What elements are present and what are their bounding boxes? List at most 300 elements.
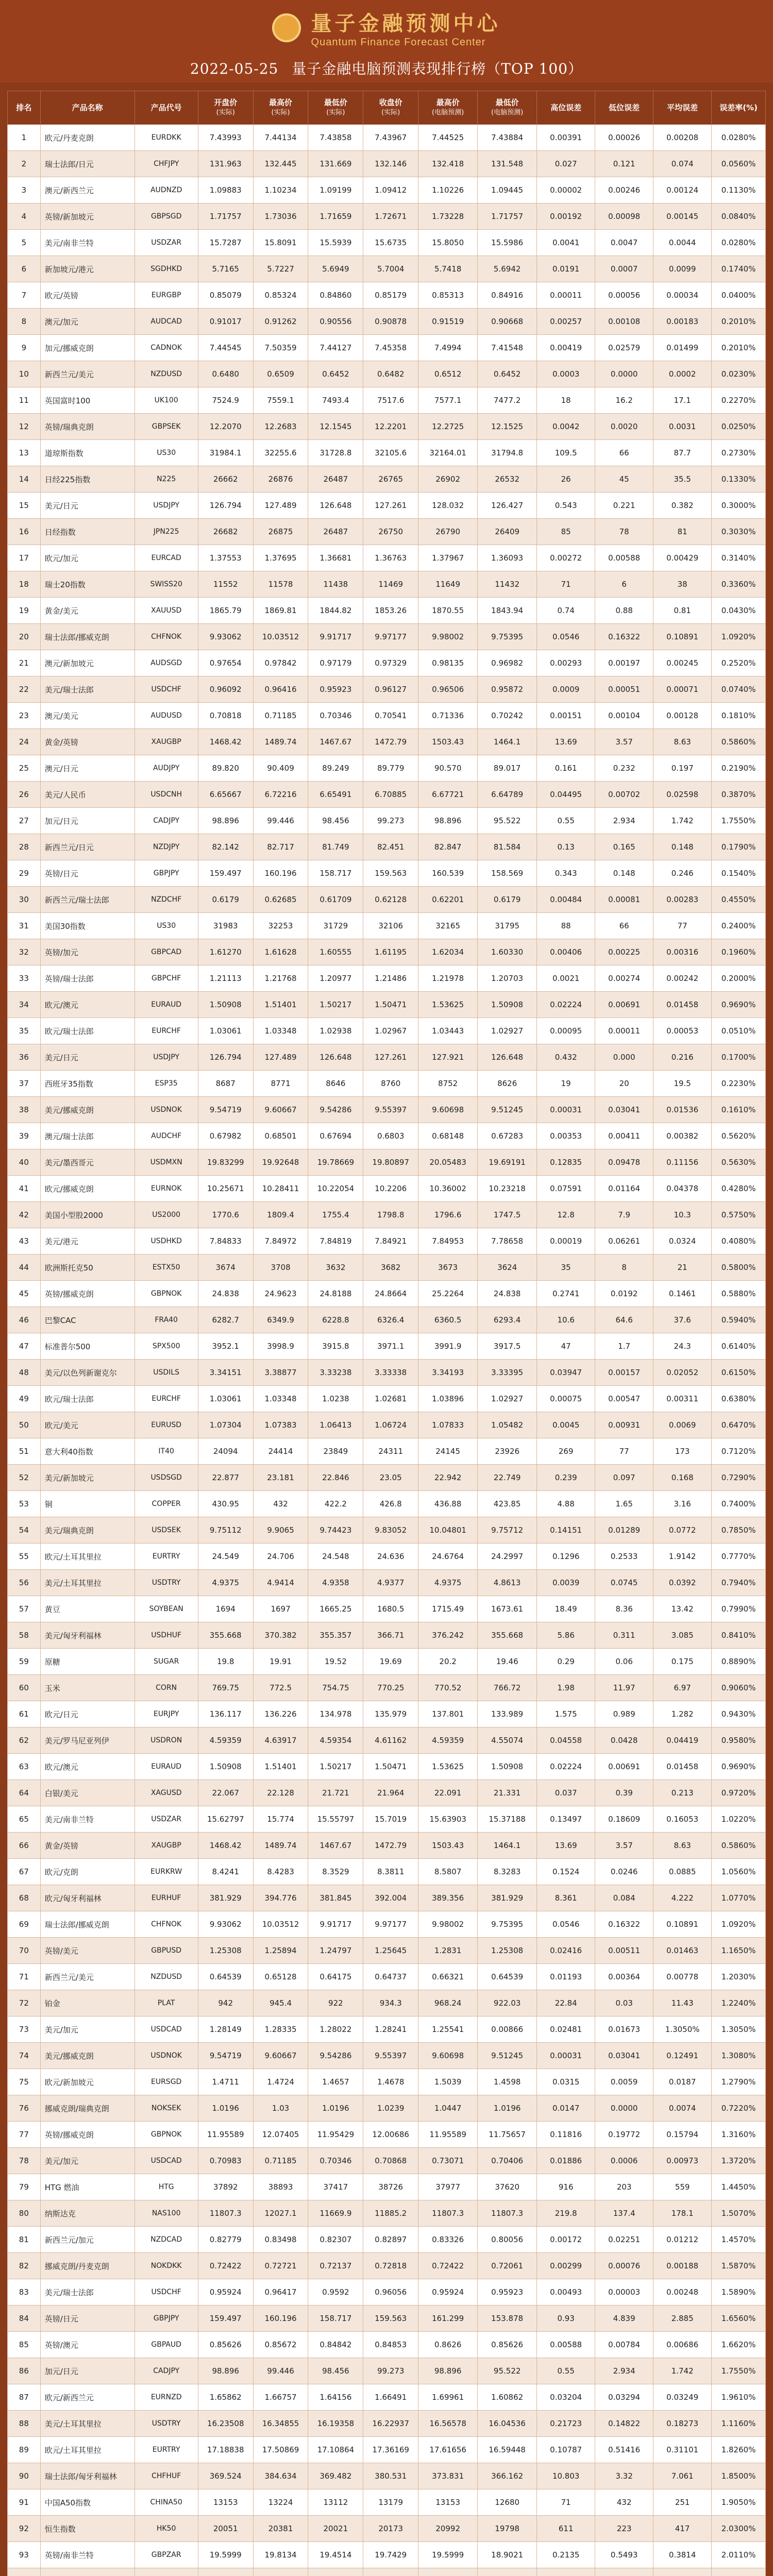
close-price-cell: 23.05 xyxy=(363,1465,418,1491)
predicted-low-cell: 0.95872 xyxy=(478,676,537,703)
product-code-cell: US2000 xyxy=(135,1202,198,1228)
open-price-cell: 15.62797 xyxy=(198,1806,253,1833)
open-price-cell: 11552 xyxy=(198,571,253,598)
low-price-cell: 23849 xyxy=(308,1438,363,1465)
high-price-cell: 7.50359 xyxy=(253,335,308,361)
predicted-low-cell: 3624 xyxy=(478,1255,537,1281)
product-code-cell: USDCHF xyxy=(135,2279,198,2306)
predicted-low-cell: 366.162 xyxy=(478,2463,537,2489)
predicted-high-cell: 32164.01 xyxy=(418,440,478,466)
product-code-cell: NZDJPY xyxy=(135,834,198,860)
close-price-cell: 0.70541 xyxy=(363,703,418,729)
product-name-cell: 英镑/瑞士法郎 xyxy=(40,965,135,992)
high-price-cell: 1.37695 xyxy=(253,545,308,571)
product-name-cell xyxy=(40,2568,135,2576)
low-price-cell: 3915.8 xyxy=(308,1333,363,1360)
low-error-cell: 0.00931 xyxy=(595,1412,653,1438)
predicted-low-cell: 1.20703 xyxy=(478,965,537,992)
error-rate-cell: 0.1700% xyxy=(712,1044,766,1071)
high-price-cell: 1.07383 xyxy=(253,1412,308,1438)
low-price-cell: 0.84842 xyxy=(308,2332,363,2358)
high-error-cell: 0.13 xyxy=(537,834,595,860)
low-error-cell: 0.00011 xyxy=(595,1018,653,1044)
avg-error-cell xyxy=(653,2568,712,2576)
predicted-low-cell: 11.75657 xyxy=(478,2122,537,2148)
product-code-cell: SUGAR xyxy=(135,1649,198,1675)
high-error-cell: 19 xyxy=(537,1071,595,1097)
rank-cell: 28 xyxy=(8,834,41,860)
report-title: 量子金融电脑预测表现排行榜（TOP 100） xyxy=(292,60,583,77)
predicted-low-cell: 9.75395 xyxy=(478,624,537,650)
open-price-cell: 11807.3 xyxy=(198,2200,253,2227)
low-error-cell: 0.0059 xyxy=(595,2069,653,2095)
product-code-cell: GBPNOK xyxy=(135,1281,198,1307)
product-name-cell: 恒生指数 xyxy=(40,2516,135,2542)
high-price-cell: 127.489 xyxy=(253,493,308,519)
predicted-high-cell: 1715.49 xyxy=(418,1596,478,1622)
error-rate-cell: 1.6560% xyxy=(712,2306,766,2332)
rank-cell: 12 xyxy=(8,414,41,440)
high-error-cell: 0.01193 xyxy=(537,1964,595,1990)
open-price-cell: 31983 xyxy=(198,913,253,939)
rank-cell: 69 xyxy=(8,1911,41,1938)
predicted-low-cell: 21.331 xyxy=(478,1780,537,1806)
predicted-low-cell: 9.75395 xyxy=(478,1911,537,1938)
high-error-cell: 0.1296 xyxy=(537,1544,595,1570)
product-name-cell: 瑞士法郎/挪威克朗 xyxy=(40,624,135,650)
high-error-cell: 219.8 xyxy=(537,2200,595,2227)
high-price-cell: 3708 xyxy=(253,1255,308,1281)
predicted-low-cell: 1.60330 xyxy=(478,939,537,965)
rank-cell: 15 xyxy=(8,493,41,519)
product-name-cell: 玉米 xyxy=(40,1675,135,1701)
avg-error-cell: 0.0772 xyxy=(653,1517,712,1544)
table-row xyxy=(8,834,766,860)
rank-cell: 46 xyxy=(8,1307,41,1333)
high-error-cell: 0.0315 xyxy=(537,2069,595,2095)
low-price-cell: 1.4657 xyxy=(308,2069,363,2095)
product-code-cell: IT40 xyxy=(135,1438,198,1465)
low-error-cell: 7.9 xyxy=(595,1202,653,1228)
close-price-cell: 1.4678 xyxy=(363,2069,418,2095)
predicted-low-cell: 0.70242 xyxy=(478,703,537,729)
rank-cell: 41 xyxy=(8,1176,41,1202)
predicted-high-cell: 37977 xyxy=(418,2174,478,2200)
close-price-cell: 4.61162 xyxy=(363,1727,418,1754)
table-row xyxy=(8,1701,766,1727)
column-header xyxy=(198,91,253,125)
product-name-cell: 英镑/美元 xyxy=(40,1938,135,1964)
predicted-high-cell: 1503.43 xyxy=(418,1833,478,1859)
table-row xyxy=(8,1360,766,1386)
high-price-cell: 4.63917 xyxy=(253,1727,308,1754)
high-price-cell: 0.83498 xyxy=(253,2227,308,2253)
open-price-cell: 126.794 xyxy=(198,493,253,519)
avg-error-cell: 77 xyxy=(653,913,712,939)
table-row xyxy=(8,1333,766,1360)
high-error-cell: 0.14151 xyxy=(537,1517,595,1544)
error-rate-cell: 0.7400% xyxy=(712,1491,766,1517)
high-price-cell: 1.61628 xyxy=(253,939,308,965)
product-code-cell: GBPCAD xyxy=(135,939,198,965)
open-price-cell: 1.03061 xyxy=(198,1386,253,1412)
avg-error-cell: 0.00429 xyxy=(653,545,712,571)
avg-error-cell: 0.0044 xyxy=(653,230,712,256)
low-price-cell: 1467.67 xyxy=(308,729,363,755)
predicted-low-cell: 16.59448 xyxy=(478,2437,537,2463)
low-error-cell: 0.01673 xyxy=(595,2016,653,2043)
low-error-cell: 0.00104 xyxy=(595,703,653,729)
product-code-cell: USDZAR xyxy=(135,1806,198,1833)
error-rate-cell: 0.5620% xyxy=(712,1123,766,1149)
avg-error-cell: 0.175 xyxy=(653,1649,712,1675)
low-error-cell: 0.2533 xyxy=(595,1544,653,1570)
high-price-cell: 1.73036 xyxy=(253,204,308,230)
close-price-cell xyxy=(363,2568,418,2576)
high-price-cell: 1.28335 xyxy=(253,2016,308,2043)
rank-cell: 55 xyxy=(8,1544,41,1570)
brand-name-en: Quantum Finance Forecast Center xyxy=(311,37,486,48)
rank-cell: 54 xyxy=(8,1517,41,1544)
product-code-cell: USDSEK xyxy=(135,1517,198,1544)
table-row xyxy=(8,2016,766,2043)
rank-cell: 61 xyxy=(8,1701,41,1727)
predicted-low-cell: 24.838 xyxy=(478,1281,537,1307)
high-price-cell: 7.84972 xyxy=(253,1228,308,1255)
avg-error-cell: 0.197 xyxy=(653,755,712,782)
table-row xyxy=(8,1071,766,1097)
error-rate-cell: 0.6140% xyxy=(712,1333,766,1360)
close-price-cell: 1.28241 xyxy=(363,2016,418,2043)
low-price-cell: 16.19358 xyxy=(308,2411,363,2437)
table-row xyxy=(8,2384,766,2411)
open-price-cell: 9.75112 xyxy=(198,1517,253,1544)
product-code-cell: NOKDKK xyxy=(135,2253,198,2279)
low-price-cell: 1755.4 xyxy=(308,1202,363,1228)
product-name-cell: 美元/瑞士法郎 xyxy=(40,676,135,703)
avg-error-cell: 0.00071 xyxy=(653,676,712,703)
low-price-cell: 0.70346 xyxy=(308,703,363,729)
low-error-cell: 0.09478 xyxy=(595,1149,653,1176)
product-code-cell: CHFHUF xyxy=(135,2463,198,2489)
predicted-low-cell: 0.64539 xyxy=(478,1964,537,1990)
table-row xyxy=(8,1727,766,1754)
high-error-cell: 0.01886 xyxy=(537,2148,595,2174)
high-error-cell: 5.86 xyxy=(537,1622,595,1649)
low-price-cell: 355.357 xyxy=(308,1622,363,1649)
product-code-cell: EURDKK xyxy=(135,125,198,151)
product-code-cell: EURCHF xyxy=(135,1018,198,1044)
avg-error-cell: 0.03249 xyxy=(653,2384,712,2411)
high-error-cell: 10.6 xyxy=(537,1307,595,1333)
open-price-cell: 37892 xyxy=(198,2174,253,2200)
rank-cell: 63 xyxy=(8,1754,41,1780)
table-row xyxy=(8,2489,766,2516)
high-error-cell: 0.0009 xyxy=(537,676,595,703)
avg-error-cell: 0.1461 xyxy=(653,1281,712,1307)
predicted-high-cell: 90.570 xyxy=(418,755,478,782)
open-price-cell: 942 xyxy=(198,1990,253,2016)
high-price-cell: 7.44134 xyxy=(253,125,308,151)
close-price-cell: 9.55397 xyxy=(363,1097,418,1123)
low-price-cell: 98.456 xyxy=(308,2358,363,2384)
low-error-cell: 0.39 xyxy=(595,1780,653,1806)
product-name-cell: 黄金/英镑 xyxy=(40,1833,135,1859)
predicted-high-cell: 0.95924 xyxy=(418,2279,478,2306)
close-price-cell: 20173 xyxy=(363,2516,418,2542)
predicted-low-cell: 1.0196 xyxy=(478,2095,537,2122)
avg-error-cell: 13.42 xyxy=(653,1596,712,1622)
high-error-cell: 0.10787 xyxy=(537,2437,595,2463)
rank-cell: 67 xyxy=(8,1859,41,1885)
predicted-low-cell: 22.749 xyxy=(478,1465,537,1491)
table-row xyxy=(8,335,766,361)
column-header-sublabel: (实际) xyxy=(271,109,290,116)
predicted-low-cell: 1.02927 xyxy=(478,1018,537,1044)
predicted-low-cell: 11432 xyxy=(478,571,537,598)
predicted-high-cell: 20.2 xyxy=(418,1649,478,1675)
product-name-cell: 欧元/新加坡元 xyxy=(40,2069,135,2095)
table-row xyxy=(8,1596,766,1622)
avg-error-cell: 0.00124 xyxy=(653,177,712,204)
avg-error-cell: 0.12491 xyxy=(653,2043,712,2069)
predicted-high-cell: 0.6512 xyxy=(418,361,478,387)
predicted-low-cell: 1843.94 xyxy=(478,598,537,624)
rank-cell: 4 xyxy=(8,204,41,230)
table-row xyxy=(8,2437,766,2463)
low-price-cell: 9.54286 xyxy=(308,1097,363,1123)
rank-cell: 66 xyxy=(8,1833,41,1859)
high-price-cell: 1.21768 xyxy=(253,965,308,992)
table-row xyxy=(8,1570,766,1596)
high-price-cell: 0.68501 xyxy=(253,1123,308,1149)
avg-error-cell: 0.00208 xyxy=(653,125,712,151)
product-code-cell: EURUSD xyxy=(135,1412,198,1438)
low-price-cell: 1.64156 xyxy=(308,2384,363,2411)
product-code-cell: CHFNOK xyxy=(135,624,198,650)
low-price-cell: 1.50217 xyxy=(308,992,363,1018)
error-rate-cell: 1.0770% xyxy=(712,1885,766,1911)
open-price-cell: 3952.1 xyxy=(198,1333,253,1360)
product-code-cell: USDSGD xyxy=(135,1465,198,1491)
avg-error-cell: 0.00283 xyxy=(653,887,712,913)
error-rate-cell: 1.8500% xyxy=(712,2463,766,2489)
close-price-cell: 5.7004 xyxy=(363,256,418,282)
column-header-sublabel: (实际) xyxy=(216,109,235,116)
close-price-cell: 26750 xyxy=(363,519,418,545)
predicted-low-cell: 133.989 xyxy=(478,1701,537,1727)
table-row xyxy=(8,860,766,887)
low-error-cell: 432 xyxy=(595,2489,653,2516)
product-name-cell: 澳元/新加坡元 xyxy=(40,650,135,676)
product-name-cell: 黄金/美元 xyxy=(40,598,135,624)
low-error-cell: 0.0007 xyxy=(595,256,653,282)
ranking-table-wrap xyxy=(7,91,766,2576)
error-rate-cell: 0.2270% xyxy=(712,387,766,414)
low-error-cell: 3.57 xyxy=(595,729,653,755)
high-error-cell: 0.29 xyxy=(537,1649,595,1675)
avg-error-cell: 3.16 xyxy=(653,1491,712,1517)
high-price-cell: 20381 xyxy=(253,2516,308,2542)
product-name-cell: 美元/以色列新谢克尔 xyxy=(40,1360,135,1386)
open-price-cell: 0.95924 xyxy=(198,2279,253,2306)
product-code-cell: GBPNOK xyxy=(135,2122,198,2148)
column-header xyxy=(40,91,135,125)
high-price-cell: 1489.74 xyxy=(253,1833,308,1859)
low-error-cell: 0.00225 xyxy=(595,939,653,965)
column-header-label: 低位误差 xyxy=(609,103,640,112)
predicted-high-cell: 9.98002 xyxy=(418,1911,478,1938)
open-price-cell: 82.142 xyxy=(198,834,253,860)
product-name-cell: 英镑/挪威克朗 xyxy=(40,2122,135,2148)
high-error-cell: 0.03204 xyxy=(537,2384,595,2411)
predicted-low-cell: 0.85626 xyxy=(478,2332,537,2358)
close-price-cell: 1.50471 xyxy=(363,992,418,1018)
product-name-cell: 美元/土耳其里拉 xyxy=(40,1570,135,1596)
open-price-cell: 369.524 xyxy=(198,2463,253,2489)
high-error-cell: 0.93 xyxy=(537,2306,595,2332)
predicted-high-cell: 24.6764 xyxy=(418,1544,478,1570)
product-name-cell: 欧元/土耳其里拉 xyxy=(40,1544,135,1570)
predicted-high-cell: 7.84953 xyxy=(418,1228,478,1255)
close-price-cell: 26765 xyxy=(363,466,418,493)
open-price-cell: 4.59359 xyxy=(198,1727,253,1754)
error-rate-cell: 0.9580% xyxy=(712,1727,766,1754)
predicted-low-cell: 3.33395 xyxy=(478,1360,537,1386)
avg-error-cell: 0.00778 xyxy=(653,1964,712,1990)
table-row xyxy=(8,992,766,1018)
avg-error-cell: 0.01463 xyxy=(653,1938,712,1964)
close-price-cell: 15.6735 xyxy=(363,230,418,256)
open-price-cell: 1.28149 xyxy=(198,2016,253,2043)
rank-cell: 40 xyxy=(8,1149,41,1176)
product-name-cell: 挪威克朗/瑞典克朗 xyxy=(40,2095,135,2122)
low-price-cell: 1.50217 xyxy=(308,1754,363,1780)
high-price-cell: 1809.4 xyxy=(253,1202,308,1228)
low-price-cell: 1.28022 xyxy=(308,2016,363,2043)
table-row xyxy=(8,1307,766,1333)
open-price-cell: 11.95589 xyxy=(198,2122,253,2148)
product-name-cell: 新西兰元/加元 xyxy=(40,2227,135,2253)
close-price-cell: 380.531 xyxy=(363,2463,418,2489)
avg-error-cell: 0.01499 xyxy=(653,335,712,361)
rank-cell: 23 xyxy=(8,703,41,729)
close-price-cell: 10.2206 xyxy=(363,1176,418,1202)
close-price-cell: 24.636 xyxy=(363,1544,418,1570)
predicted-low-cell: 126.427 xyxy=(478,493,537,519)
predicted-low-cell: 1.50908 xyxy=(478,992,537,1018)
rank-cell: 89 xyxy=(8,2437,41,2463)
low-error-cell: 1.7 xyxy=(595,1333,653,1360)
high-price-cell: 38893 xyxy=(253,2174,308,2200)
column-header-label: 高位误差 xyxy=(550,103,582,112)
error-rate-cell: 0.0280% xyxy=(712,125,766,151)
predicted-high-cell: 389.356 xyxy=(418,1885,478,1911)
predicted-low-cell: 19.69191 xyxy=(478,1149,537,1176)
avg-error-cell: 2.885 xyxy=(653,2306,712,2332)
product-name-cell: 西班牙35指数 xyxy=(40,1071,135,1097)
avg-error-cell: 0.04419 xyxy=(653,1727,712,1754)
high-price-cell: 26875 xyxy=(253,519,308,545)
product-name-cell: 美元/加元 xyxy=(40,2016,135,2043)
low-price-cell: 19.52 xyxy=(308,1649,363,1675)
high-price-cell: 0.91262 xyxy=(253,309,308,335)
product-code-cell: XAUUSD xyxy=(135,598,198,624)
high-error-cell: 0.0045 xyxy=(537,1412,595,1438)
open-price-cell: 7.43993 xyxy=(198,125,253,151)
low-error-cell: 0.000 xyxy=(595,1044,653,1071)
column-header-label: 产品代号 xyxy=(150,103,182,112)
table-row xyxy=(8,151,766,177)
predicted-high-cell: 26902 xyxy=(418,466,478,493)
low-price-cell: 0.6452 xyxy=(308,361,363,387)
predicted-high-cell: 0.68148 xyxy=(418,1123,478,1149)
product-name-cell: 欧元/挪威克朗 xyxy=(40,1176,135,1202)
low-price-cell: 1.24797 xyxy=(308,1938,363,1964)
predicted-low-cell: 1747.5 xyxy=(478,1202,537,1228)
rank-cell: 37 xyxy=(8,1071,41,1097)
predicted-low-cell: 5.6942 xyxy=(478,256,537,282)
high-error-cell: 0.543 xyxy=(537,493,595,519)
high-error-cell: 0.00419 xyxy=(537,335,595,361)
rank-cell: 91 xyxy=(8,2489,41,2516)
product-name-cell: 铜 xyxy=(40,1491,135,1517)
product-code-cell: SGDHKD xyxy=(135,256,198,282)
high-error-cell: 0.00011 xyxy=(537,282,595,309)
low-error-cell: 203 xyxy=(595,2174,653,2200)
low-error-cell: 0.165 xyxy=(595,834,653,860)
predicted-high-cell: 1503.43 xyxy=(418,729,478,755)
predicted-high-cell: 32165 xyxy=(418,913,478,939)
predicted-high-cell: 3991.9 xyxy=(418,1333,478,1360)
low-error-cell: 0.03294 xyxy=(595,2384,653,2411)
avg-error-cell: 35.5 xyxy=(653,466,712,493)
product-name-cell: 欧元/瑞士法郎 xyxy=(40,1386,135,1412)
product-name-cell: 意大利40指数 xyxy=(40,1438,135,1465)
table-row xyxy=(8,1859,766,1885)
product-code-cell: GBPSEK xyxy=(135,414,198,440)
table-row xyxy=(8,2358,766,2384)
predicted-high-cell: 1.07833 xyxy=(418,1412,478,1438)
close-price-cell: 13179 xyxy=(363,2489,418,2516)
high-error-cell: 0.00391 xyxy=(537,125,595,151)
high-error-cell: 0.0039 xyxy=(537,1570,595,1596)
product-name-cell: 新西兰元/美元 xyxy=(40,1964,135,1990)
open-price-cell: 9.54719 xyxy=(198,2043,253,2069)
table-row xyxy=(8,177,766,204)
table-row xyxy=(8,1438,766,1465)
product-code-cell: GBPAUD xyxy=(135,2332,198,2358)
error-rate-cell: 0.0280% xyxy=(712,230,766,256)
column-header-sublabel: (电脑预测) xyxy=(432,109,464,116)
brand xyxy=(0,7,773,48)
open-price-cell: 0.91017 xyxy=(198,309,253,335)
product-name-cell: 美元/罗马尼亚列伊 xyxy=(40,1727,135,1754)
product-name-cell: 欧元/澳元 xyxy=(40,1754,135,1780)
low-price-cell: 9.54286 xyxy=(308,2043,363,2069)
table-row xyxy=(8,282,766,309)
close-price-cell: 135.979 xyxy=(363,1701,418,1727)
error-rate-cell: 0.1130% xyxy=(712,177,766,204)
predicted-low-cell: 18.9021 xyxy=(478,2542,537,2568)
rank-cell xyxy=(8,2568,41,2576)
product-code-cell: EURCAD xyxy=(135,545,198,571)
high-error-cell: 0.02224 xyxy=(537,992,595,1018)
low-error-cell: 4.839 xyxy=(595,2306,653,2332)
error-rate-cell: 1.9610% xyxy=(712,2384,766,2411)
error-rate-cell: 0.2400% xyxy=(712,913,766,939)
error-rate-cell: 0.5940% xyxy=(712,1307,766,1333)
